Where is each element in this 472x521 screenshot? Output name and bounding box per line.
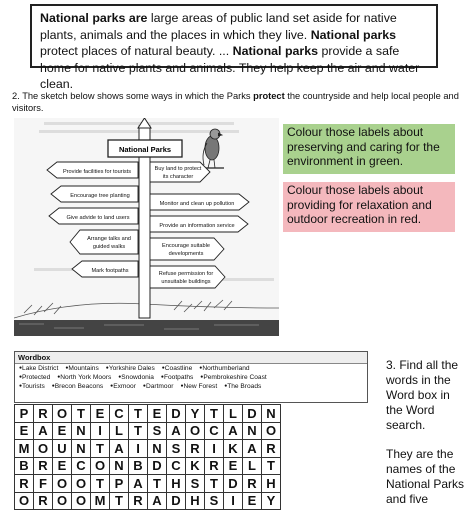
label-refuse-2: unsuitable buildings xyxy=(161,279,211,285)
grid-letter[interactable]: S xyxy=(148,422,167,440)
word-item: ● Exmoor xyxy=(110,383,136,390)
grid-letter[interactable]: N xyxy=(72,422,91,440)
grid-row xyxy=(15,475,281,493)
grid-letter[interactable]: E xyxy=(91,405,110,423)
grid-letter[interactable]: N xyxy=(262,405,281,423)
label-guided-walks-1: Arrange talks and xyxy=(87,236,131,242)
grid-letter[interactable]: D xyxy=(224,475,243,493)
grid-letter[interactable]: D xyxy=(243,405,262,423)
grid-letter[interactable]: A xyxy=(129,475,148,493)
definition-box xyxy=(30,4,438,91)
grid-letter[interactable]: F xyxy=(34,475,53,493)
grid-letter[interactable]: H xyxy=(167,475,186,493)
grid-letter[interactable]: O xyxy=(15,492,34,510)
grid-letter[interactable]: A xyxy=(148,492,167,510)
grid-letter[interactable]: A xyxy=(110,440,129,458)
question-2-protect: protect xyxy=(253,91,285,101)
word-box xyxy=(14,351,368,403)
word-item: ● Pembrokeshire Coast xyxy=(200,374,266,381)
grid-letter[interactable]: O xyxy=(262,422,281,440)
definition-bold-2: National parks xyxy=(310,27,397,42)
grid-letter[interactable]: C xyxy=(167,457,186,475)
grid-letter[interactable]: R xyxy=(34,405,53,423)
grid-letter[interactable]: E xyxy=(243,492,262,510)
grid-letter[interactable]: T xyxy=(262,457,281,475)
sign-guided-walks xyxy=(70,230,138,254)
grid-letter[interactable]: O xyxy=(72,492,91,510)
question-3-text-2: They are the names of the National Parks and five xyxy=(386,447,465,506)
signpost-sketch xyxy=(14,118,279,336)
grid-letter[interactable]: O xyxy=(53,492,72,510)
label-tree-planting: Encourage tree planting xyxy=(70,193,130,199)
grid-row xyxy=(15,405,281,423)
grid-letter[interactable]: E xyxy=(224,457,243,475)
grid-letter[interactable]: H xyxy=(262,475,281,493)
definition-text-1: large areas of public land set aside for native plants, animals and the places in which they live. xyxy=(40,11,397,42)
grid-letter[interactable]: N xyxy=(72,440,91,458)
instruction-red: Colour those labels about providing for relaxation and outdoor recreation in red. xyxy=(283,182,455,232)
word-item: ● Brecon Beacons xyxy=(52,383,103,390)
word-box-line-1 xyxy=(15,364,367,373)
label-footpaths: Mark footpaths xyxy=(91,268,129,274)
grid-letter[interactable]: E xyxy=(53,457,72,475)
grid-letter[interactable]: N xyxy=(148,440,167,458)
grid-letter[interactable]: O xyxy=(34,440,53,458)
label-pollution: Monitor and clean up pollution xyxy=(159,201,235,207)
grid-letter[interactable]: B xyxy=(129,457,148,475)
grid-letter[interactable]: A xyxy=(224,422,243,440)
grid-letter[interactable]: R xyxy=(262,440,281,458)
question-2-text-a: The sketch below shows some ways in which the Parks xyxy=(22,91,254,101)
grid-letter[interactable]: R xyxy=(15,475,34,493)
grid-letter[interactable]: O xyxy=(186,422,205,440)
word-item: ● New Forest xyxy=(180,383,217,390)
label-facilities: Provide facilities for tourists xyxy=(62,169,132,175)
label-guided-walks-2: guided walks xyxy=(92,244,126,250)
grid-row xyxy=(15,422,281,440)
word-item: ● North York Moors xyxy=(57,374,111,381)
grid-letter[interactable]: S xyxy=(205,492,224,510)
grid-letter[interactable]: C xyxy=(205,422,224,440)
word-item: ● Protected xyxy=(19,374,50,381)
grid-letter[interactable]: L xyxy=(243,457,262,475)
word-item: ● Tourists xyxy=(19,383,45,390)
grid-letter[interactable]: T xyxy=(205,405,224,423)
word-item: ● Lake District xyxy=(19,365,58,372)
label-developments-1: Encourage suitable xyxy=(162,243,210,249)
grid-row xyxy=(15,440,281,458)
definition-text-3: provide a safe home for native plants and animals. They help keep the air and water clean. xyxy=(40,44,420,91)
label-information: Provide an information service xyxy=(159,223,235,229)
grid-letter[interactable]: T xyxy=(110,492,129,510)
grid-letter[interactable]: C xyxy=(110,405,129,423)
definition-text-2: protect places of natural beauty. ... xyxy=(40,44,233,58)
grid-letter[interactable]: N xyxy=(110,457,129,475)
grid-letter[interactable]: I xyxy=(129,440,148,458)
word-item: ● Dartmoor xyxy=(143,383,174,390)
grid-letter[interactable]: A xyxy=(34,422,53,440)
grid-letter[interactable]: Y xyxy=(186,405,205,423)
word-box-line-2 xyxy=(15,373,367,382)
word-box-title: Wordbox xyxy=(15,352,367,364)
grid-letter[interactable]: I xyxy=(91,422,110,440)
grid-letter[interactable]: R xyxy=(205,457,224,475)
grid-letter[interactable]: S xyxy=(186,475,205,493)
grid-letter[interactable]: R xyxy=(34,492,53,510)
word-item: ● The Broads xyxy=(224,383,261,390)
grid-letter[interactable]: D xyxy=(167,492,186,510)
grid-row xyxy=(15,492,281,510)
grid-letter[interactable]: D xyxy=(148,457,167,475)
grid-letter[interactable]: O xyxy=(53,405,72,423)
word-item: ● Footpaths xyxy=(161,374,193,381)
question-3-text: 3. Find all the words in the Word box in the Word search. xyxy=(386,358,459,432)
grid-letter[interactable]: T xyxy=(205,475,224,493)
sign-national-parks-label: National Parks xyxy=(118,145,172,154)
grid-letter[interactable]: S xyxy=(167,440,186,458)
grid-letter[interactable]: R xyxy=(129,492,148,510)
grid-letter[interactable]: E xyxy=(15,422,34,440)
grid-letter[interactable]: U xyxy=(53,440,72,458)
grid-letter[interactable]: E xyxy=(53,422,72,440)
grid-letter[interactable]: O xyxy=(91,457,110,475)
grid-letter[interactable]: R xyxy=(243,475,262,493)
grid-letter[interactable]: M xyxy=(15,440,34,458)
grid-letter[interactable]: R xyxy=(34,457,53,475)
grid-letter[interactable]: O xyxy=(72,475,91,493)
grid-letter[interactable]: T xyxy=(91,440,110,458)
word-item: ● Snowdonia xyxy=(118,374,154,381)
grid-letter[interactable]: D xyxy=(167,405,186,423)
question-2-text-c: the countryside and help local people and visitors. xyxy=(12,91,459,113)
label-buy-land-2: its character xyxy=(162,174,194,180)
grid-letter[interactable]: K xyxy=(186,457,205,475)
grid-letter[interactable]: I xyxy=(224,492,243,510)
word-item: ● Coastline xyxy=(162,365,193,372)
label-developments-2: developments xyxy=(168,251,204,257)
grid-letter[interactable]: L xyxy=(224,405,243,423)
word-item: ● Yorkshire Dales xyxy=(106,365,155,372)
question-3 xyxy=(386,358,466,521)
word-item: ● Mountains xyxy=(65,365,98,372)
definition-bold-3: National parks xyxy=(232,44,319,58)
grid-letter[interactable]: T xyxy=(148,475,167,493)
grid-letter[interactable]: R xyxy=(186,440,205,458)
word-box-line-3 xyxy=(15,382,367,391)
grid-letter[interactable]: L xyxy=(110,422,129,440)
grid-letter[interactable]: E xyxy=(148,405,167,423)
grid-letter[interactable]: N xyxy=(243,422,262,440)
grid-letter[interactable]: C xyxy=(72,457,91,475)
word-item: ● Northumberland xyxy=(199,365,249,372)
grid-letter[interactable]: T xyxy=(72,405,91,423)
grid-letter[interactable]: I xyxy=(205,440,224,458)
instruction-green: Colour those labels about preserving and caring for the environment in green. xyxy=(283,124,455,174)
grid-letter[interactable]: P xyxy=(110,475,129,493)
grid-letter[interactable]: H xyxy=(186,492,205,510)
word-search-grid xyxy=(14,404,281,510)
definition-bold-1: National parks are xyxy=(40,11,148,25)
question-2-number: 2. xyxy=(12,91,20,101)
grid-letter[interactable]: T xyxy=(129,422,148,440)
grid-letter[interactable]: P xyxy=(15,405,34,423)
grid-letter[interactable]: T xyxy=(129,405,148,423)
grid-letter[interactable]: A xyxy=(167,422,186,440)
grid-letter[interactable]: Y xyxy=(262,492,281,510)
question-2 xyxy=(12,90,464,114)
grid-letter[interactable]: A xyxy=(243,440,262,458)
grid-letter[interactable]: M xyxy=(91,492,110,510)
grid-row xyxy=(15,457,281,475)
grid-letter[interactable]: K xyxy=(224,440,243,458)
label-buy-land-1: Buy land to protect xyxy=(154,166,202,172)
grid-letter[interactable]: B xyxy=(15,457,34,475)
label-advice: Give advide to land users xyxy=(66,215,130,221)
grid-letter[interactable]: O xyxy=(53,475,72,493)
grid-letter[interactable]: T xyxy=(91,475,110,493)
label-refuse-1: Refuse permission for xyxy=(158,271,214,277)
